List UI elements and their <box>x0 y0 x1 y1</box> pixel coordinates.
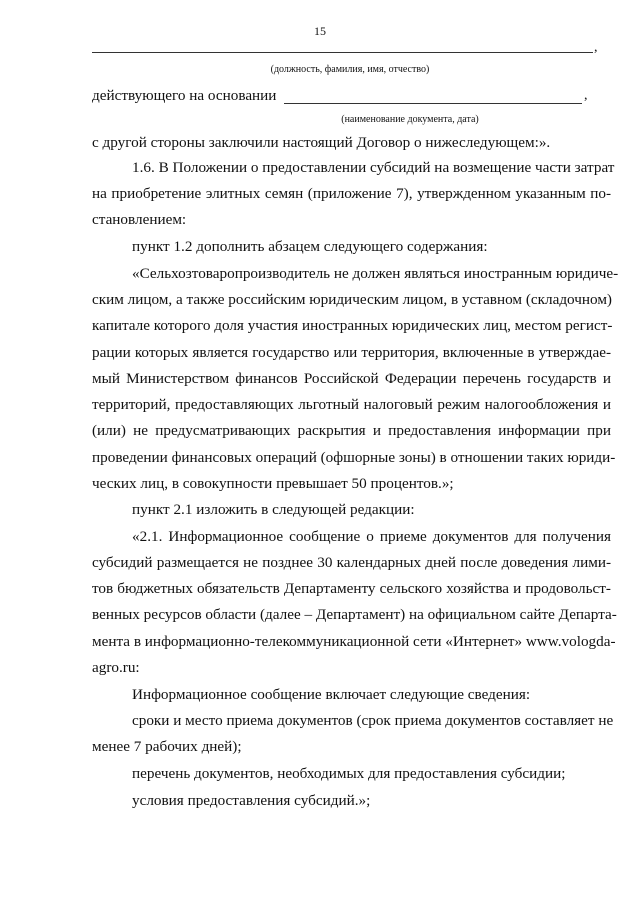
body-line: agro.ru: <box>92 659 140 676</box>
body-line: «2.1. Информационное сообщение о приеме документов для получения <box>132 528 611 545</box>
page-number: 15 <box>314 24 326 38</box>
position-name-caption: (должность, фамилия, имя, отчество) <box>270 64 430 75</box>
body-line: капитале которого доля участия иностранных юридических лиц, местом регист- <box>92 317 613 334</box>
body-line: мента в информационно-телекоммуникационной сети «Интернет» www.vologda- <box>92 633 616 650</box>
body-line: рации которых является государство или территория, включенные в утверждае- <box>92 344 611 361</box>
document-caption: (наименование документа, дата) <box>341 114 479 125</box>
body-line: территорий, предоставляющих льготный налоговый режим налогообложения и <box>92 396 611 413</box>
body-line: на приобретение элитных семян (приложение 7), утвержденном указанным по- <box>92 185 611 202</box>
body-line: проведении финансовых операций (офшорные зоны) в отношении таких юриди- <box>92 449 616 466</box>
body-line: субсидий размещается не позднее 30 календарных дней после доведения лими- <box>92 554 611 571</box>
body-line: 1.6. В Положении о предоставлении субсидий на возмещение части затрат <box>132 159 615 176</box>
body-line: «Сельхозтоваропроизводитель не должен являться иностранным юридиче- <box>132 265 619 282</box>
body-line: мый Министерством финансов Российской Федерации перечень государств и <box>92 370 611 387</box>
basis-line-comma: , <box>584 88 588 103</box>
body-line: условия предоставления субсидий.»; <box>132 792 371 809</box>
body-line: ским лицом, а также российским юридическим лицом, в уставном (складочном) <box>92 291 612 308</box>
position-line-comma: , <box>594 40 598 55</box>
body-line: Информационное сообщение включает следующие сведения: <box>132 686 531 703</box>
body-line: пункт 2.1 изложить в следующей редакции: <box>132 501 415 518</box>
body-line: сроки и место приема документов (срок приема документов составляет не <box>132 712 614 729</box>
body-line: менее 7 рабочих дней); <box>92 738 242 755</box>
body-line: венных ресурсов области (далее – Департамент) на официальном сайте Департа- <box>92 606 617 623</box>
basis-document-blank-line <box>284 103 582 104</box>
body-line: пункт 1.2 дополнить абзацем следующего содержания: <box>132 238 488 255</box>
body-line: ческих лиц, в совокупности превышает 50 процентов.»; <box>92 475 454 492</box>
basis-label: действующего на основании <box>92 87 277 104</box>
body-line: (или) не предусматривающих раскрытия и предоставления информации при <box>92 422 611 439</box>
body-line: с другой стороны заключили настоящий Договор о нижеследующем:». <box>92 134 551 151</box>
body-line: перечень документов, необходимых для предоставления субсидии; <box>132 765 566 782</box>
body-line: тов бюджетных обязательств Департаменту сельского хозяйства и продовольст- <box>92 580 611 597</box>
position-name-blank-line <box>92 52 593 53</box>
body-line: становлением: <box>92 211 187 228</box>
